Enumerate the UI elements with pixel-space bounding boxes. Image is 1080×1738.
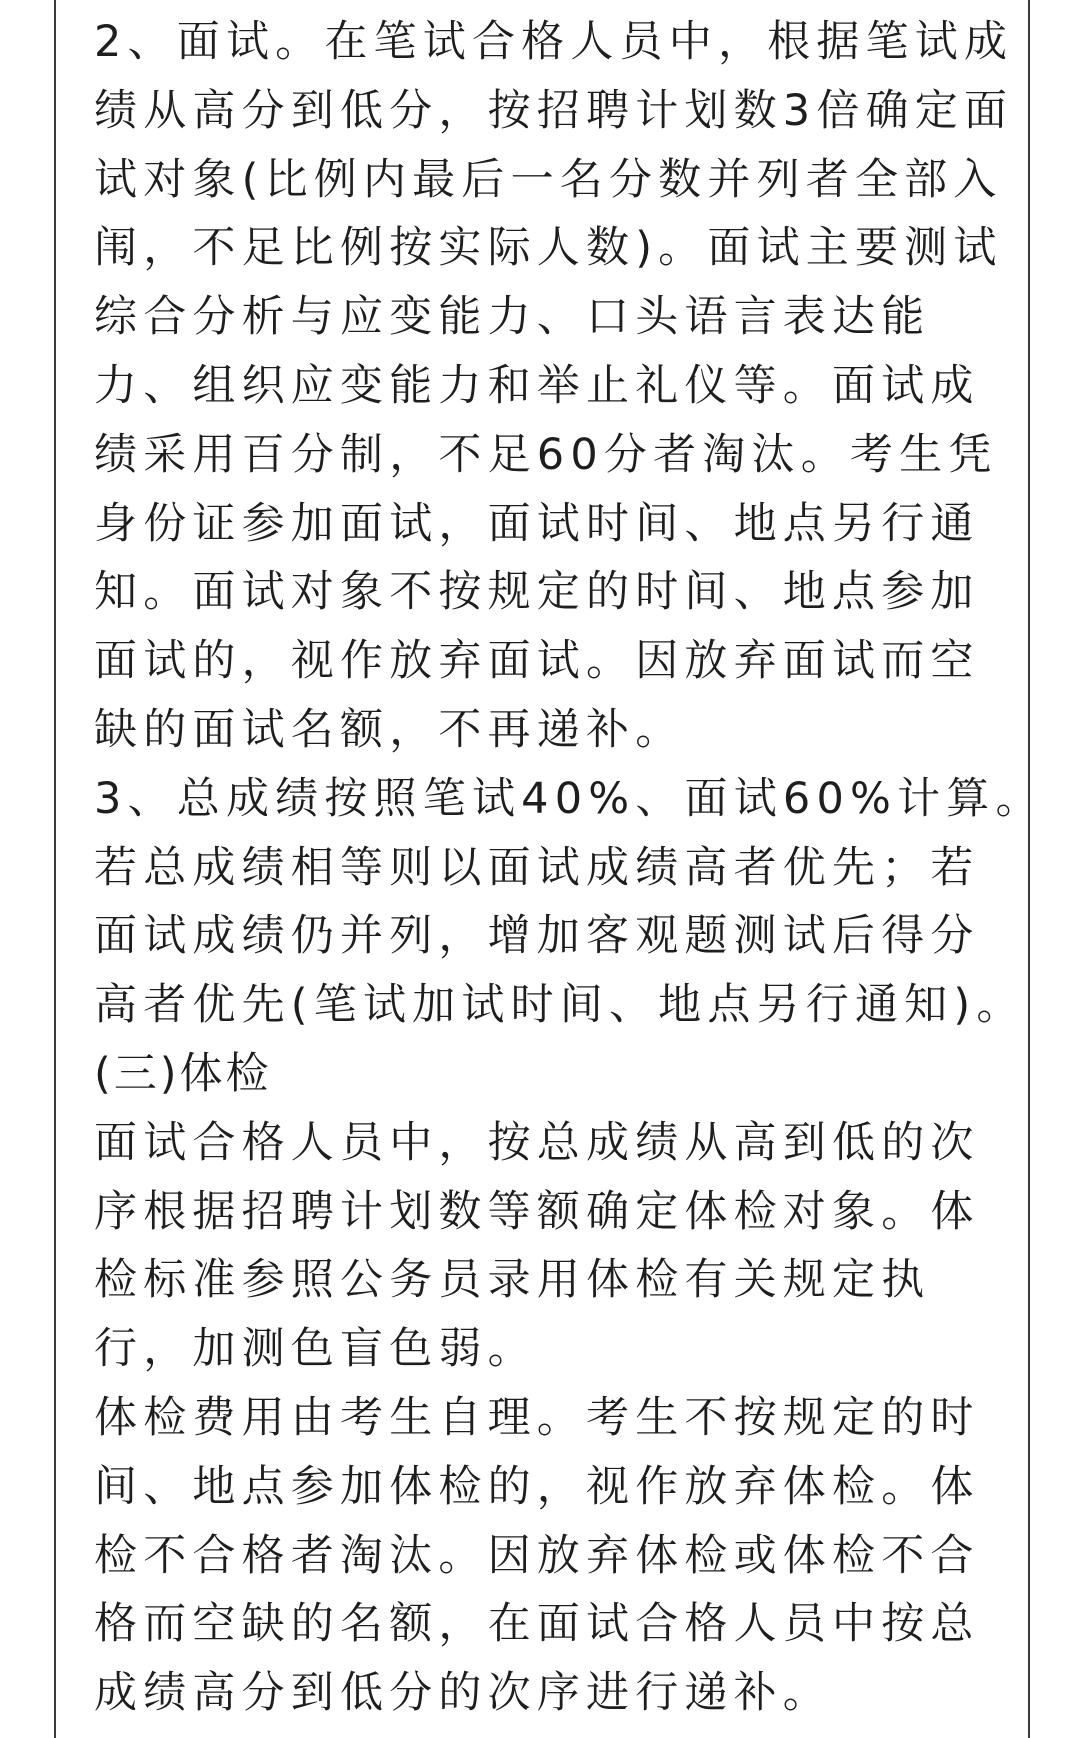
text-line: 体检费用由考生自理。考生不按规定的时: [94, 1392, 980, 1443]
text-line: 绩从高分到低分，按招聘计划数3倍确定面: [94, 85, 1014, 136]
text-line: 高者优先(笔试加试时间、地点另行通知)。: [94, 980, 1026, 1031]
text-line: 检标准参照公务员录用体检有关规定执: [94, 1255, 931, 1306]
text-line: 成绩高分到低分的次序进行递补。: [94, 1668, 832, 1719]
text-line: 格而空缺的名额，在面试合格人员中按总: [94, 1599, 980, 1650]
text-line: 绩采用百分制，不足60分者淘汰。考生凭: [94, 429, 998, 480]
text-line: 检不合格者淘汰。因放弃体检或体检不合: [94, 1530, 980, 1581]
text-line: 若总成绩相等则以面试成绩高者优先；若: [94, 842, 980, 893]
text-line: 力、组织应变能力和举止礼仪等。面试成: [94, 360, 980, 411]
text-line: 面试成绩仍并列，增加客观题测试后得分: [94, 911, 980, 962]
text-line: 间、地点参加体检的，视作放弃体检。体: [94, 1461, 980, 1512]
text-line: 2、面试。在笔试合格人员中，根据笔试成: [94, 17, 1014, 67]
text-line: 知。面试对象不按规定的时间、地点参加: [94, 567, 980, 618]
text-line: 闱，不足比例按实际人数)。面试主要测试: [94, 223, 1003, 274]
text-line: 试对象(比例内最后一名分数并列者全部入: [94, 154, 1003, 205]
text-line: 面试的，视作放弃面试。因放弃面试而空: [94, 636, 980, 687]
text-line: 3、总成绩按照笔试40%、面试60%计算。: [94, 773, 1045, 824]
text-line: 序根据招聘计划数等额确定体检对象。体: [94, 1186, 980, 1237]
text-line: 行，加测色盲色弱。: [94, 1324, 537, 1375]
text-line: 综合分析与应变能力、口头语言表达能: [94, 292, 931, 343]
text-line: 面试合格人员中，按总成绩从高到低的次: [94, 1117, 980, 1168]
section-heading: (三)体检: [94, 1048, 272, 1099]
text-line: 缺的面试名额，不再递补。: [94, 704, 685, 755]
text-line: 身份证参加面试，面试时间、地点另行通: [94, 498, 980, 549]
document-body: [94, 8, 1045, 1728]
